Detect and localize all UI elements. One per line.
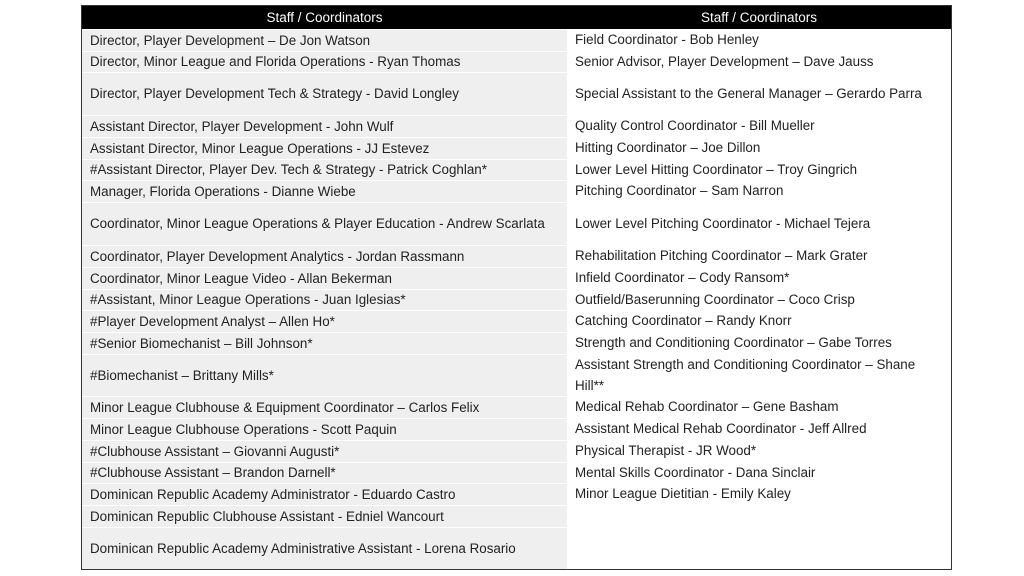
staff-table: [81, 5, 952, 570]
staff-row: #Biomechanist – Brittany Mills*: [82, 354, 567, 396]
staff-row: #Assistant, Minor League Operations - Juan Iglesias*: [82, 289, 567, 310]
staff-row: Quality Control Coordinator - Bill Mueller: [575, 118, 815, 134]
staff-row: Assistant Director, Minor League Operations - JJ Estevez: [82, 137, 567, 159]
staff-row: Mental Skills Coordinator - Dana Sinclair: [575, 464, 816, 480]
left-column: [82, 29, 567, 569]
staff-row: Outfield/Baserunning Coordinator – Coco Crisp: [575, 291, 855, 307]
staff-row: Rehabilitation Pitching Coordinator – Mark Grater: [575, 248, 868, 264]
staff-row: Catching Coordinator – Randy Knorr: [575, 313, 792, 329]
staff-row: Dominican Republic Academy Administrator - Eduardo Castro: [82, 483, 567, 505]
staff-row: Dominican Republic Clubhouse Assistant - Edniel Wancourt: [82, 505, 567, 527]
staff-row: Minor League Clubhouse & Equipment Coordinator – Carlos Felix: [82, 396, 567, 418]
staff-row: Minor League Clubhouse Operations - Scott Paquin: [82, 418, 567, 440]
staff-row: Coordinator, Minor League Video - Allan Bekerman: [82, 267, 567, 289]
staff-row: Medical Rehab Coordinator – Gene Basham: [575, 399, 839, 415]
right-column: [567, 29, 951, 569]
staff-row: Special Assistant to the General Manager – Gerardo Parra: [575, 85, 922, 101]
staff-row: Director, Player Development Tech & Strategy - David Longley: [82, 72, 567, 115]
staff-row: Hitting Coordinator – Joe Dillon: [575, 140, 761, 156]
staff-row: Coordinator, Minor League Operations & Player Education - Andrew Scarlata: [82, 202, 567, 245]
staff-row: #Senior Biomechanist – Bill Johnson*: [82, 332, 567, 354]
staff-row: Director, Minor League and Florida Operations - Ryan Thomas: [82, 51, 567, 72]
staff-row: Lower Level Pitching Coordinator - Michael Tejera: [575, 215, 871, 231]
staff-row: Dominican Republic Academy Administrative Assistant - Lorena Rosario: [82, 527, 567, 570]
staff-row: Strength and Conditioning Coordinator – Gabe Torres: [575, 335, 892, 351]
staff-row: #Clubhouse Assistant – Giovanni Augusti*: [82, 440, 567, 462]
staff-row: Manager, Florida Operations - Dianne Wiebe: [82, 180, 567, 202]
staff-row: Director, Player Development – De Jon Watson: [82, 29, 567, 51]
staff-row: #Player Development Analyst – Allen Ho*: [82, 310, 567, 332]
staff-row: Assistant Strength and Conditioning Coordinator – Shane Hill**: [575, 356, 916, 393]
staff-row: Field Coordinator - Bob Henley: [575, 32, 759, 48]
left-column-header: Staff / Coordinators: [82, 6, 567, 29]
staff-row: #Assistant Director, Player Dev. Tech & Strategy - Patrick Coghlan*: [82, 159, 567, 180]
right-column-header: Staff / Coordinators: [567, 6, 951, 29]
staff-row: Physical Therapist - JR Wood*: [575, 443, 757, 459]
staff-row: #Clubhouse Assistant – Brandon Darnell*: [82, 462, 567, 483]
staff-row: Pitching Coordinator – Sam Narron: [575, 183, 784, 199]
staff-row: Assistant Director, Player Development - John Wulf: [82, 115, 567, 137]
staff-row: Lower Level Hitting Coordinator – Troy Gingrich: [575, 161, 858, 177]
staff-row: Senior Advisor, Player Development – Dave Jauss: [575, 53, 874, 69]
staff-row: Coordinator, Player Development Analytics - Jordan Rassmann: [82, 245, 567, 267]
staff-row: Infield Coordinator – Cody Ransom*: [575, 270, 790, 286]
staff-row: Minor League Dietitian - Emily Kaley: [575, 486, 791, 502]
staff-row: Assistant Medical Rehab Coordinator - Jeff Allred: [575, 421, 867, 437]
